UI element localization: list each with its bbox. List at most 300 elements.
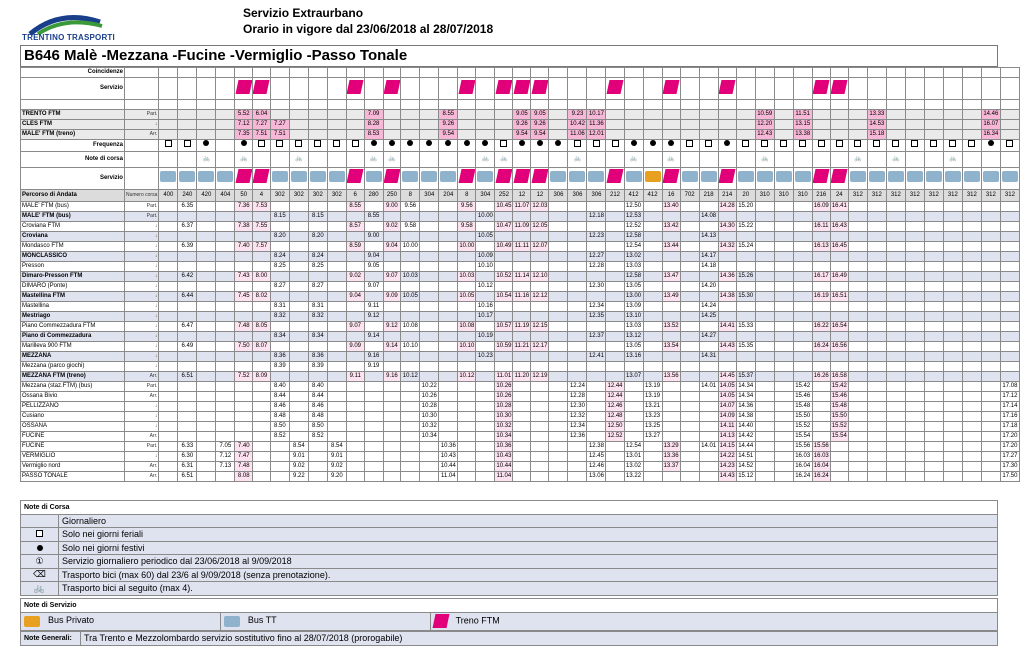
time-cell bbox=[774, 301, 793, 311]
cell bbox=[774, 68, 793, 78]
cell bbox=[718, 100, 736, 110]
time-cell: 13.40 bbox=[662, 201, 680, 211]
time-cell bbox=[755, 341, 774, 351]
time-cell bbox=[197, 421, 216, 431]
time-cell bbox=[793, 371, 812, 381]
time-cell bbox=[458, 129, 476, 139]
time-cell: 12.28 bbox=[568, 391, 587, 401]
square-icon bbox=[930, 140, 937, 147]
time-cell: 17.27 bbox=[1000, 451, 1019, 461]
table-row bbox=[21, 632, 998, 646]
time-cell bbox=[549, 351, 568, 361]
time-cell: 10.28 bbox=[495, 401, 513, 411]
note-cell bbox=[736, 151, 755, 167]
cell bbox=[886, 100, 905, 110]
time-cell bbox=[943, 301, 962, 311]
time-cell bbox=[924, 331, 943, 341]
time-cell bbox=[736, 361, 755, 371]
time-cell bbox=[606, 441, 624, 451]
service-cell bbox=[943, 78, 962, 100]
time-cell bbox=[905, 241, 924, 251]
time-cell bbox=[718, 251, 736, 261]
square-icon bbox=[593, 140, 600, 147]
time-cell bbox=[327, 301, 346, 311]
time-cell bbox=[962, 471, 981, 481]
frequency-cell bbox=[235, 139, 253, 151]
time-cell: 10.43 bbox=[439, 451, 458, 461]
note-cell bbox=[439, 151, 458, 167]
bus-icon bbox=[945, 171, 961, 182]
cell bbox=[848, 68, 867, 78]
time-cell: 8.46 bbox=[308, 401, 327, 411]
frequency-cell bbox=[289, 139, 308, 151]
time-cell bbox=[476, 291, 495, 301]
run-number: 16 bbox=[662, 189, 680, 201]
time-cell bbox=[197, 431, 216, 441]
time-cell bbox=[568, 351, 587, 361]
cell bbox=[568, 68, 587, 78]
time-cell bbox=[401, 351, 420, 361]
time-cell bbox=[905, 381, 924, 391]
time-cell bbox=[699, 431, 718, 441]
note-symbol: ⌫ bbox=[21, 568, 59, 582]
row-label: Frequenza bbox=[21, 139, 125, 151]
run-number: 218 bbox=[699, 189, 718, 201]
time-cell bbox=[886, 361, 905, 371]
time-cell bbox=[197, 301, 216, 311]
time-cell bbox=[235, 391, 253, 401]
stop-note: ↓ bbox=[124, 451, 158, 461]
bus-icon bbox=[757, 171, 773, 182]
time-cell bbox=[216, 321, 235, 331]
time-cell bbox=[962, 391, 981, 401]
time-cell bbox=[549, 431, 568, 441]
stop-note: ↓ bbox=[124, 401, 158, 411]
time-cell bbox=[531, 281, 549, 291]
time-cell bbox=[346, 381, 364, 391]
run-number: 400 bbox=[159, 189, 178, 201]
service-cell bbox=[513, 167, 531, 189]
time-cell bbox=[178, 361, 197, 371]
time-cell bbox=[606, 461, 624, 471]
time-cell bbox=[755, 231, 774, 241]
time-cell bbox=[606, 119, 624, 129]
time-cell bbox=[346, 471, 364, 481]
time-cell bbox=[420, 471, 439, 481]
stop-note: ↓ bbox=[124, 251, 158, 261]
service-cell bbox=[981, 78, 1000, 100]
time-cell bbox=[253, 401, 271, 411]
time-cell bbox=[848, 431, 867, 441]
time-cell bbox=[197, 271, 216, 281]
time-cell: 9.56 bbox=[401, 201, 420, 211]
time-cell bbox=[680, 261, 699, 271]
service-cell bbox=[736, 167, 755, 189]
time-cell bbox=[962, 381, 981, 391]
service-cell bbox=[458, 78, 476, 100]
time-cell bbox=[643, 341, 662, 351]
time-cell bbox=[774, 401, 793, 411]
time-cell bbox=[289, 381, 308, 391]
frequency-cell bbox=[830, 139, 848, 151]
stop-name: MALE' FTM (bus) bbox=[21, 201, 125, 211]
time-cell bbox=[270, 451, 289, 461]
time-cell bbox=[755, 291, 774, 301]
time-cell bbox=[549, 381, 568, 391]
service-cell bbox=[308, 78, 327, 100]
time-cell bbox=[308, 371, 327, 381]
time-cell bbox=[848, 221, 867, 231]
time-cell bbox=[235, 381, 253, 391]
time-cell bbox=[962, 201, 981, 211]
time-cell bbox=[178, 401, 197, 411]
row-label bbox=[21, 100, 125, 110]
time-cell bbox=[886, 321, 905, 331]
bus-icon bbox=[421, 171, 437, 182]
time-cell: 13.56 bbox=[662, 371, 680, 381]
time-cell: 10.19 bbox=[476, 331, 495, 341]
service-cell bbox=[606, 167, 624, 189]
time-cell bbox=[197, 341, 216, 351]
time-cell bbox=[439, 231, 458, 241]
time-cell: 7.40 bbox=[235, 441, 253, 451]
time-cell: 14.22 bbox=[718, 451, 736, 461]
train-icon bbox=[253, 80, 270, 94]
train-icon bbox=[813, 80, 830, 94]
time-cell bbox=[587, 361, 606, 371]
time-cell bbox=[643, 471, 662, 481]
time-cell bbox=[924, 321, 943, 331]
stop-note: ↓ bbox=[124, 261, 158, 271]
timetable bbox=[20, 67, 1020, 482]
stop-note: ↓ bbox=[124, 341, 158, 351]
time-cell bbox=[159, 261, 178, 271]
time-cell bbox=[830, 461, 848, 471]
time-cell bbox=[736, 119, 755, 129]
time-cell: 11.36 bbox=[587, 119, 606, 129]
time-cell bbox=[981, 401, 1000, 411]
time-cell bbox=[197, 221, 216, 231]
time-cell bbox=[346, 129, 364, 139]
table-row bbox=[21, 321, 1020, 331]
time-cell bbox=[774, 371, 793, 381]
time-cell bbox=[812, 351, 830, 361]
time-cell bbox=[587, 321, 606, 331]
time-cell bbox=[568, 371, 587, 381]
time-cell: 8.40 bbox=[308, 381, 327, 391]
time-cell bbox=[886, 211, 905, 221]
time-cell bbox=[289, 301, 308, 311]
cell bbox=[476, 68, 495, 78]
time-cell bbox=[793, 281, 812, 291]
route-title-bar bbox=[20, 45, 998, 67]
time-cell bbox=[662, 381, 680, 391]
time-cell bbox=[178, 231, 197, 241]
time-cell: 16.45 bbox=[830, 241, 848, 251]
note-cell bbox=[643, 151, 662, 167]
service-cell bbox=[886, 167, 905, 189]
time-cell bbox=[680, 129, 699, 139]
time-cell bbox=[962, 271, 981, 281]
service-cell bbox=[253, 167, 271, 189]
time-cell: 13.44 bbox=[662, 241, 680, 251]
time-cell bbox=[178, 351, 197, 361]
time-cell bbox=[458, 391, 476, 401]
time-cell bbox=[943, 431, 962, 441]
legend-cell bbox=[220, 612, 430, 630]
time-cell bbox=[364, 431, 383, 441]
time-cell bbox=[235, 331, 253, 341]
time-cell bbox=[439, 301, 458, 311]
square-icon bbox=[836, 140, 843, 147]
time-cell: 12.38 bbox=[587, 441, 606, 451]
time-cell: 7.55 bbox=[253, 221, 271, 231]
frequency-cell bbox=[216, 139, 235, 151]
service-cell bbox=[643, 167, 662, 189]
cell bbox=[793, 100, 812, 110]
time-cell bbox=[159, 411, 178, 421]
time-cell: 12.54 bbox=[624, 441, 643, 451]
time-cell bbox=[718, 351, 736, 361]
time-cell bbox=[568, 211, 587, 221]
frequency-cell bbox=[308, 139, 327, 151]
square-icon bbox=[295, 140, 302, 147]
time-cell: 14.38 bbox=[718, 291, 736, 301]
header-line2: Orario in vigore dal 23/06/2018 al 28/07/2018 bbox=[243, 22, 494, 36]
time-cell bbox=[699, 109, 718, 119]
time-cell bbox=[235, 411, 253, 421]
time-cell bbox=[401, 311, 420, 321]
time-cell bbox=[962, 461, 981, 471]
time-cell bbox=[197, 201, 216, 211]
time-cell bbox=[401, 129, 420, 139]
time-cell bbox=[886, 431, 905, 441]
time-cell bbox=[587, 421, 606, 431]
time-cell bbox=[774, 341, 793, 351]
bus-icon bbox=[160, 171, 176, 182]
time-cell bbox=[680, 291, 699, 301]
time-cell bbox=[253, 421, 271, 431]
time-cell bbox=[905, 371, 924, 381]
time-cell bbox=[216, 411, 235, 421]
time-cell: 13.00 bbox=[624, 291, 643, 301]
time-cell bbox=[531, 471, 549, 481]
time-cell bbox=[886, 251, 905, 261]
table-row bbox=[21, 311, 1020, 321]
time-cell bbox=[662, 311, 680, 321]
time-cell bbox=[289, 341, 308, 351]
time-cell bbox=[924, 271, 943, 281]
time-cell bbox=[830, 311, 848, 321]
service-cell bbox=[830, 78, 848, 100]
time-cell bbox=[439, 201, 458, 211]
time-cell bbox=[401, 471, 420, 481]
time-cell: 10.05 bbox=[476, 231, 495, 241]
square-icon bbox=[818, 140, 825, 147]
time-cell: 9.02 bbox=[327, 461, 346, 471]
frequency-cell bbox=[662, 139, 680, 151]
square-icon bbox=[574, 140, 581, 147]
time-cell bbox=[662, 411, 680, 421]
time-cell bbox=[178, 331, 197, 341]
time-cell: 16.49 bbox=[830, 271, 848, 281]
time-cell bbox=[327, 291, 346, 301]
time-cell bbox=[943, 241, 962, 251]
stop-name: Vermiglio nord bbox=[21, 461, 125, 471]
row-label: Servizio bbox=[21, 78, 125, 100]
time-cell bbox=[439, 281, 458, 291]
time-cell bbox=[364, 401, 383, 411]
list-item bbox=[21, 555, 998, 569]
time-cell: 9.19 bbox=[364, 361, 383, 371]
time-cell bbox=[587, 241, 606, 251]
bike-icon: 🚲 bbox=[235, 151, 253, 167]
time-cell bbox=[364, 461, 383, 471]
time-cell bbox=[736, 311, 755, 321]
time-cell bbox=[924, 351, 943, 361]
cell bbox=[680, 100, 699, 110]
time-cell bbox=[905, 461, 924, 471]
list-item bbox=[21, 528, 998, 542]
time-cell bbox=[364, 421, 383, 431]
time-cell bbox=[159, 431, 178, 441]
service-cell bbox=[793, 167, 812, 189]
time-cell: 13.07 bbox=[624, 371, 643, 381]
time-cell bbox=[981, 471, 1000, 481]
time-cell bbox=[253, 451, 271, 461]
time-cell bbox=[606, 331, 624, 341]
bike-icon: 🚲 bbox=[476, 151, 495, 167]
time-cell: 14.15 bbox=[718, 441, 736, 451]
time-cell: 9.02 bbox=[346, 271, 364, 281]
time-cell bbox=[848, 461, 867, 471]
cell bbox=[662, 68, 680, 78]
time-cell bbox=[886, 451, 905, 461]
time-cell bbox=[178, 311, 197, 321]
time-cell bbox=[327, 241, 346, 251]
bus-icon bbox=[366, 171, 382, 182]
time-cell: 8.34 bbox=[270, 331, 289, 341]
time-cell bbox=[886, 201, 905, 211]
time-cell bbox=[327, 381, 346, 391]
time-cell bbox=[420, 201, 439, 211]
frequency-cell bbox=[178, 139, 197, 151]
time-cell bbox=[159, 221, 178, 231]
service-cell bbox=[848, 78, 867, 100]
time-cell bbox=[439, 391, 458, 401]
time-cell: 14.30 bbox=[718, 221, 736, 231]
time-cell: 10.42 bbox=[568, 119, 587, 129]
time-cell: 14.31 bbox=[699, 351, 718, 361]
note-cell bbox=[1000, 151, 1019, 167]
time-cell: 6.51 bbox=[178, 371, 197, 381]
frequency-cell bbox=[327, 139, 346, 151]
time-cell: 13.27 bbox=[643, 431, 662, 441]
time-cell bbox=[643, 231, 662, 241]
time-cell bbox=[943, 471, 962, 481]
frequency-cell bbox=[886, 139, 905, 151]
time-cell bbox=[364, 441, 383, 451]
bike-icon: 🚲 bbox=[21, 582, 59, 596]
time-cell bbox=[886, 341, 905, 351]
bus-icon bbox=[569, 171, 585, 182]
time-cell bbox=[401, 431, 420, 441]
time-cell: 9.56 bbox=[458, 201, 476, 211]
time-cell bbox=[253, 361, 271, 371]
time-cell: 10.09 bbox=[476, 251, 495, 261]
time-cell bbox=[253, 301, 271, 311]
time-cell: 12.54 bbox=[624, 241, 643, 251]
list-item bbox=[21, 568, 998, 582]
time-cell: 10.49 bbox=[495, 241, 513, 251]
time-cell bbox=[439, 321, 458, 331]
time-cell bbox=[346, 361, 364, 371]
service-cell bbox=[568, 167, 587, 189]
cell bbox=[924, 68, 943, 78]
time-cell: 9.09 bbox=[346, 341, 364, 351]
time-cell bbox=[216, 341, 235, 351]
time-cell: 10.43 bbox=[495, 451, 513, 461]
time-cell bbox=[755, 301, 774, 311]
time-cell bbox=[531, 451, 549, 461]
stop-note: ↓ bbox=[124, 301, 158, 311]
time-cell: 10.23 bbox=[476, 351, 495, 361]
time-cell bbox=[643, 291, 662, 301]
time-cell bbox=[401, 381, 420, 391]
time-cell bbox=[812, 391, 830, 401]
cell bbox=[531, 68, 549, 78]
service-cell bbox=[364, 167, 383, 189]
time-cell: 11.11 bbox=[513, 241, 531, 251]
time-cell bbox=[216, 231, 235, 241]
time-cell bbox=[235, 231, 253, 241]
time-cell: 14.25 bbox=[699, 311, 718, 321]
time-cell bbox=[568, 261, 587, 271]
time-cell bbox=[531, 421, 549, 431]
service-cell bbox=[513, 78, 531, 100]
square-icon bbox=[761, 140, 768, 147]
time-cell bbox=[981, 311, 1000, 321]
time-cell bbox=[718, 231, 736, 241]
frequency-cell bbox=[587, 139, 606, 151]
time-cell bbox=[699, 361, 718, 371]
time-cell bbox=[755, 421, 774, 431]
cell bbox=[624, 68, 643, 78]
time-cell bbox=[1000, 311, 1019, 321]
time-cell bbox=[420, 251, 439, 261]
cell bbox=[289, 100, 308, 110]
time-cell bbox=[197, 331, 216, 341]
time-cell bbox=[962, 441, 981, 451]
dot-icon bbox=[537, 140, 543, 146]
time-cell bbox=[364, 411, 383, 421]
note-cell bbox=[458, 151, 476, 167]
row-note bbox=[124, 68, 158, 78]
time-cell bbox=[439, 331, 458, 341]
time-cell bbox=[924, 301, 943, 311]
bus-icon bbox=[588, 171, 604, 182]
cell bbox=[308, 100, 327, 110]
service-cell bbox=[886, 78, 905, 100]
table-row bbox=[21, 241, 1020, 251]
bus-icon bbox=[738, 171, 754, 182]
stop-note: ↓ bbox=[124, 221, 158, 231]
time-cell bbox=[867, 441, 886, 451]
time-cell bbox=[549, 201, 568, 211]
stop-note: Part. bbox=[124, 381, 158, 391]
time-cell: 7.38 bbox=[235, 221, 253, 231]
time-cell bbox=[235, 261, 253, 271]
